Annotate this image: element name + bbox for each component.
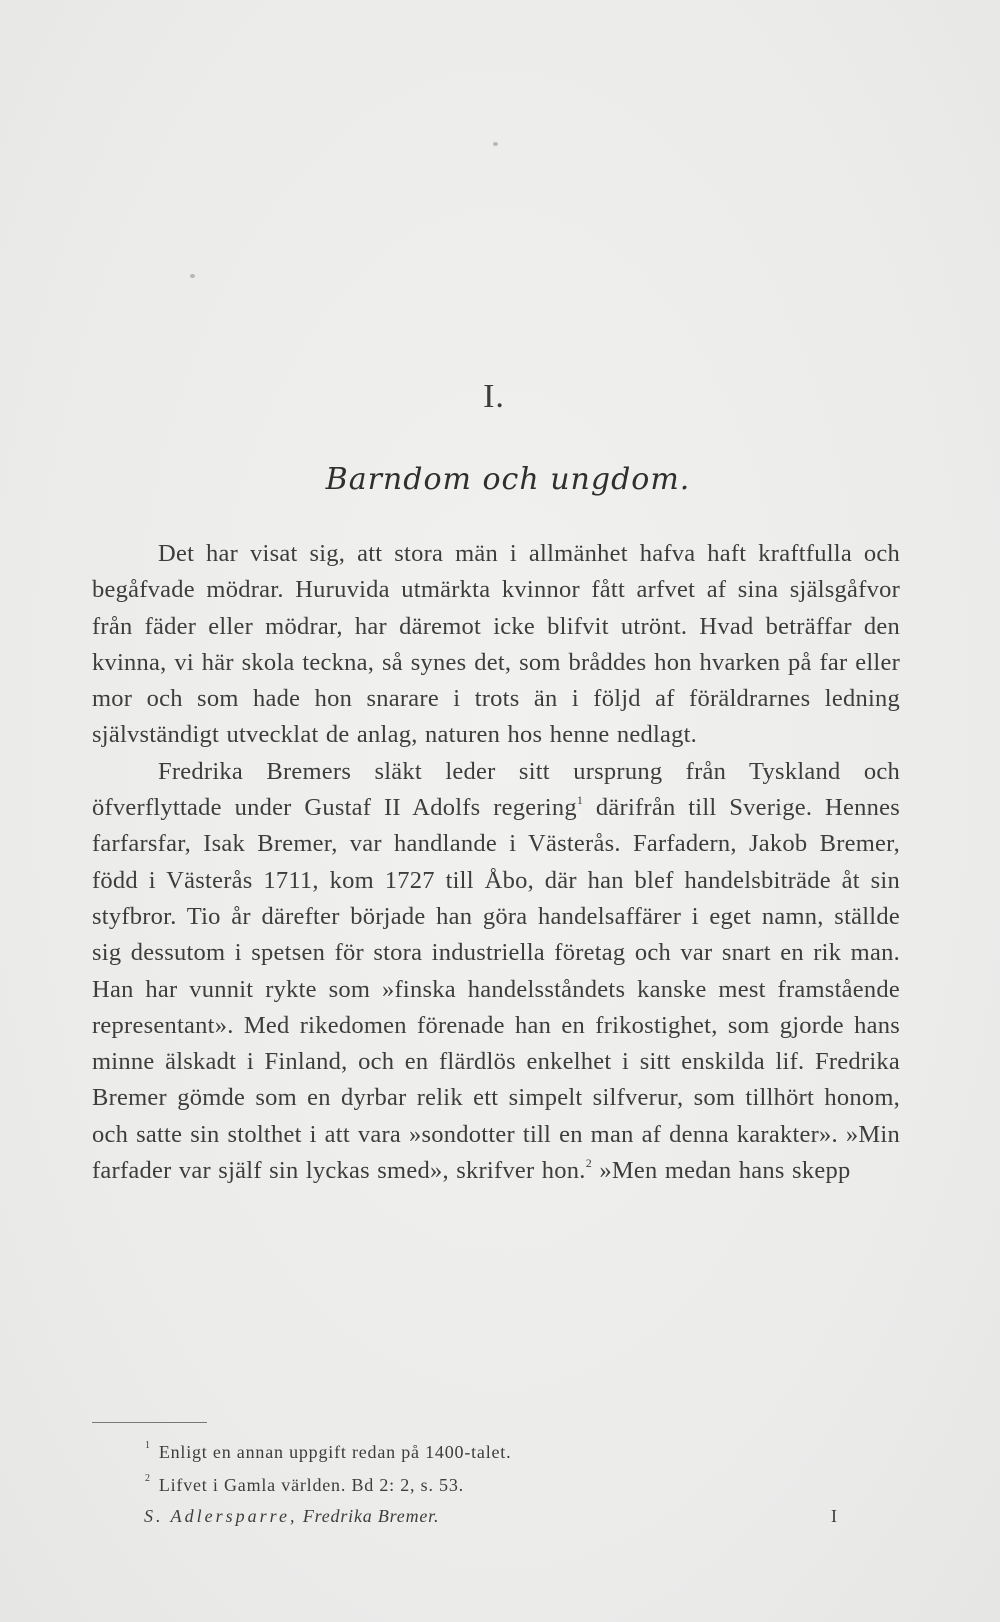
footnote-text: Enligt en annan uppgift redan på 1400-talet. [158, 1442, 512, 1462]
footnote-reference: 1 [576, 792, 584, 807]
footnote [145, 1467, 845, 1500]
paper-speck [493, 142, 498, 146]
footnote-text: Lifvet i Gamla världen. Bd 2: 2, s. 53. [158, 1475, 464, 1495]
footnote-divider [92, 1422, 207, 1423]
paragraph [92, 754, 900, 1190]
footnote-marker: 2 [145, 1473, 151, 1484]
paragraph-text: »Men medan hans skepp [591, 1157, 851, 1185]
sheet-number: I [831, 1506, 837, 1526]
footnote-marker: 1 [145, 1440, 151, 1451]
footnote [145, 1434, 845, 1467]
footnotes [145, 1434, 845, 1500]
paragraph-text: därifrån till Sverige. Hennes farfarsfar, Isak Bremer, var handlande i Västerås. Farfadern, Jakob Bremer, född i Västerås 1711, kom 1727 till Åbo, där han blef handelsbiträde åt sin styfbror. Tio år därefter började han göra handelsaffärer i eget namn, ställde sig dessutom i spetsen för stora industriella företag och var snart en rik man. Han har vunnit rykte som »finska handelsståndets kanske mest framstående representant». Med rikedomen förenade han en frikostighet, som gjorde hans minne älskadt i Finland, och en flärdlös enkelhet i sitt enskilda lif. Fredrika Bremer gömde som en dyrbar relik ett simpelt silfverur, som tillhört honom, och satte sin stolthet i att vara »sondotter till en man af denna karakter». »Min farfader var själf sin lyckas smed», skrifver hon. [92, 794, 900, 1185]
book-signature [144, 1506, 439, 1527]
footnote-reference: 2 [585, 1155, 592, 1170]
paragraph: Det har visat sig, att stora män i allmänhet hafva haft kraftfulla och begåfvade mödrar. Huruvida utmärkta kvinnor fått arfvet af sina själsgåfvor från fäder eller mödrar, har däremot icke blifvit utrönt. Hvad beträffar den kvinna, vi här skola teckna, så synes det, som bråddes hon hvarken på far eller mor och som hade hon snarare i trots än i följd af föräldrarnes ledning självständigt utvecklat de anlag, naturen hos henne nedlagt. [92, 540, 900, 749]
body-text [92, 536, 900, 1189]
paper-speck [190, 274, 195, 278]
chapter-number: I. [483, 378, 505, 415]
signature-title: Fredrika Bremer. [302, 1506, 440, 1526]
signature-author: S. Adlersparre, [144, 1506, 298, 1526]
chapter-title: Barndom och ungdom. [325, 462, 691, 497]
paragraph-text: Fredrika Bremers släkt leder sitt ursprung från Tyskland och öfverflyttade under Gustaf II Adolfs regering [92, 757, 900, 822]
